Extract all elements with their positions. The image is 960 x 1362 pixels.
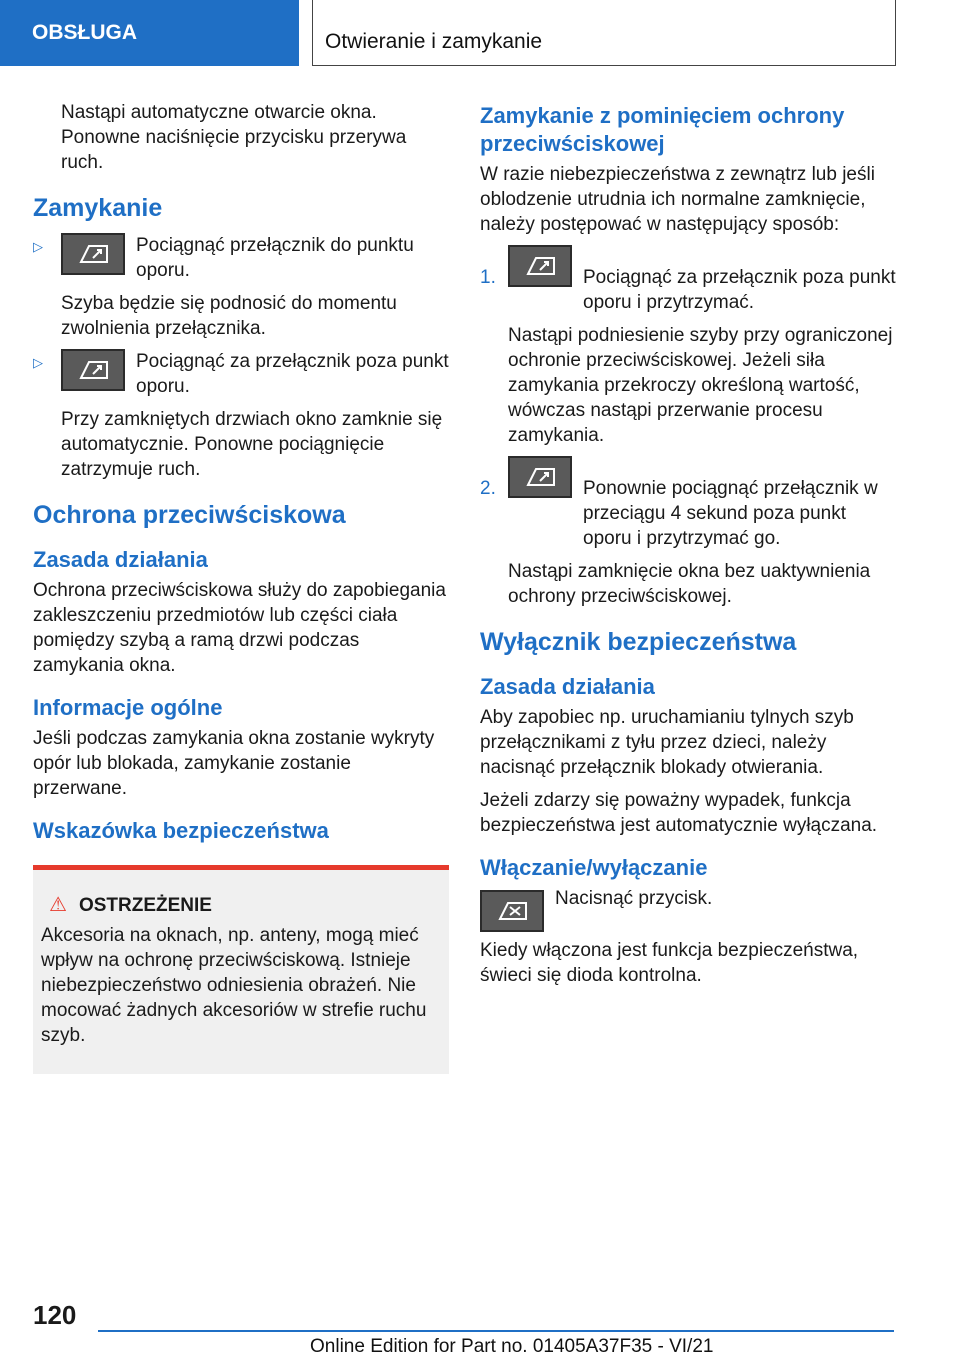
right-column — [480, 94, 896, 996]
lock-paragraph-2: Jeżeli zdarzy się poważny wypadek, funkcja bezpieczeństwa jest automatycznie wyłączana. — [480, 790, 878, 836]
heading-principle: Zasada działania — [480, 674, 655, 699]
triangle-right-icon: ▷ — [33, 355, 43, 370]
heading-override: Zamykanie z pominięciem ochrony przeciwściskowej — [480, 103, 845, 156]
window-switch-icon — [61, 233, 125, 275]
general-paragraph: Jeśli podczas zamykania okna zostanie wykryty opór lub blokada, zamykanie zostanie przerwane. — [33, 728, 435, 799]
window-switch-icon — [61, 349, 125, 391]
step-follow: Nastąpi podniesienie szyby przy ograniczonej ochronie przeciwściskowej. Jeżeli siła zamykania przekroczy określoną wartość, wówczas nastąpi przerwanie procesu zamykania. — [508, 325, 893, 446]
lock-paragraph-1: Aby zapobiec np. uruchamianiu tylnych szyb przełącznikami z tyłu przez dzieci, należy nacisnąć przełącznik blokady otwierania. — [480, 707, 854, 778]
list-item — [33, 233, 449, 341]
step-number: 1. — [480, 267, 496, 288]
edition-note: Online Edition for Part no. 01405A37F35 - VI/21 — [310, 1336, 714, 1357]
list-item — [33, 349, 449, 482]
page-number: 120 — [33, 1300, 77, 1330]
step-follow: Nastąpi zamknięcie okna bez uaktywnienia ochrony przeciwściskowej. — [508, 561, 871, 607]
footer-rule — [98, 1330, 894, 1332]
list-item — [480, 245, 896, 448]
triangle-right-icon: ▷ — [33, 239, 43, 254]
heading-safety-note: Wskazówka bezpieczeństwa — [33, 818, 329, 843]
step-follow: Przy zamkniętych drzwiach okno zamknie się automatycznie. Ponowne pociągnięcie zatrzymuje ruch. — [61, 409, 443, 480]
heading-general-info: Informacje ogólne — [33, 695, 223, 720]
principle-paragraph: Ochrona przeciwściskowa służy do zapobiegania zakleszczeniu przedmiotów lub części ciała pomiędzy szybą a ramą drzwi podczas zamykania okna. — [33, 580, 446, 676]
intro-paragraph: Nastąpi automatyczne otwarcie okna. Ponowne naciśnięcie przycisku przerywa ruch. — [61, 102, 407, 173]
step-follow: Szyba będzie się podnosić do momentu zwolnienia przełącznika. — [61, 293, 397, 339]
window-switch-icon — [508, 456, 572, 498]
step-lead: Pociągnąć za przełącznik poza punkt oporu. — [136, 351, 449, 397]
heading-safety-switch: Wyłącznik bezpieczeństwa — [480, 628, 797, 656]
heading-on-off: Włączanie/wyłączanie — [480, 855, 708, 880]
toggle-lead: Nacisnąć przycisk. — [555, 888, 713, 909]
list-item — [480, 456, 896, 609]
step-lead: Pociągnąć za przełącznik poza punkt oporu i przytrzymać. — [583, 267, 896, 313]
toggle-item — [480, 886, 896, 938]
left-column — [33, 100, 449, 1074]
warning-header — [41, 892, 441, 917]
warning-title: OSTRZEŻENIE — [78, 895, 212, 916]
heading-principle: Zasada działania — [33, 547, 208, 572]
warning-box — [33, 865, 449, 1074]
chapter-title: Otwieranie i zamykanie — [312, 0, 896, 66]
window-lock-icon — [480, 890, 544, 932]
warning-triangle-icon: ⚠ — [49, 894, 67, 916]
section-tab: OBSŁUGA — [0, 0, 299, 66]
warning-text: Akcesoria na oknach, np. anteny, mogą mieć wpływ na ochronę przeciwściskową. Istnieje niebezpieczeństwo odniesienia obrażeń. Nie mocować żadnych akcesoriów w strefie ruchu szyb. — [41, 925, 427, 1046]
override-paragraph: W razie niebezpieczeństwa z zewnątrz lub jeśli oblodzenie utrudnia ich normalne zamknięcie, należy postępować w następujący sposób: — [480, 164, 875, 235]
heading-pinch-protection: Ochrona przeciwściskowa — [33, 501, 346, 529]
heading-closing: Zamykanie — [33, 194, 163, 222]
window-switch-icon — [508, 245, 572, 287]
toggle-follow: Kiedy włączona jest funkcja bezpieczeństwa, świeci się dioda kontrolna. — [480, 940, 859, 986]
step-lead: Pociągnąć przełącznik do punktu oporu. — [136, 235, 414, 281]
step-number: 2. — [480, 478, 496, 499]
step-lead: Ponownie pociągnąć przełącznik w przeciągu 4 sekund poza punkt oporu i przytrzymać go. — [583, 478, 878, 549]
